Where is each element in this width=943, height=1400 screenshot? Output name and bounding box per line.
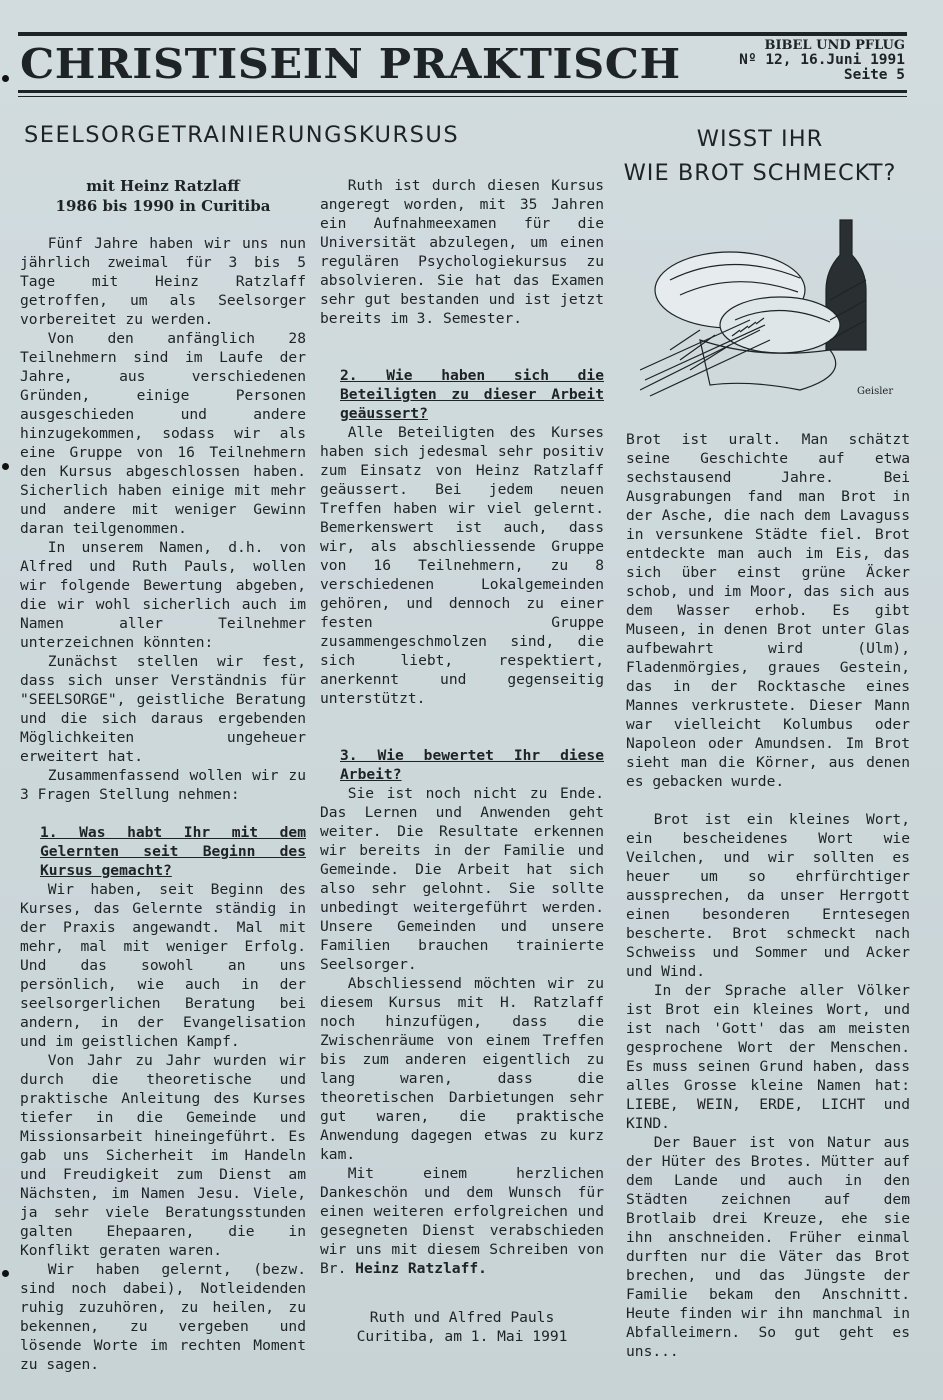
issue-date: Nº 12, 16.Juni 1991 [739, 52, 905, 68]
closing-name: Heinz Ratzlaff. [355, 1260, 487, 1277]
article-column-1 [20, 176, 306, 1374]
publication-info [739, 38, 905, 83]
paragraph: In der Sprache aller Völker ist Brot ein kleines Wort, und ist nach 'Gott' das am meisten gesprochene Wort der Menschen. Es muss seinen Grund haben, dass alles Grosse kleine Namen hat: LIEBE, WEIN, ERDE, LICHT und KIND. [626, 982, 910, 1132]
sidebar-heading [610, 122, 910, 190]
question-heading-1: 1. Was habt Ihr mit dem Gelernten seit Beginn des Kursus gemacht? [40, 824, 306, 879]
paragraph: Der Bauer ist von Natur aus der Hüter des Brotes. Mütter auf dem Lande und auch in den Städten zeichnen auf dem Brotlaib drei Kreuze, ehe sie ihn anschneiden. Früher einmal durften nur die Väter das Brot brechen, und das Jüngste der Familie bekam den Anschnitt. Heute finden wir ihn manchmal in Abfalleimern. So gut geht es uns... [626, 1134, 910, 1360]
binder-hole [2, 1270, 9, 1277]
paragraph: Ruth ist durch diesen Kursus angeregt worden, mit 35 Jahren ein Aufnahmeexamen für die Universität abzulegen, um einen regulären Psychologiekursus zu absolvieren. Sie hat das Examen sehr gut bestanden und ist jetzt bereits im 3. Semester. [320, 177, 604, 327]
illustration-credit: Geisler [857, 386, 894, 397]
page-number: Seite 5 [843, 67, 905, 83]
masthead-bottom-rule [18, 90, 907, 93]
paragraph: Wir haben gelernt, (bezw. sind noch dabei), Notleidenden ruhig zuzuhören, zu heilen, zu bekennen, zu vergeben und lösende Worte im rechten Moment zu sagen. [20, 1261, 306, 1373]
sidebar-heading-line2: WIE BROT SCHMECKT? [623, 160, 897, 186]
subtitle-line-1: mit Heinz Ratzlaff [86, 177, 240, 195]
closing-text: Mit einem herzlichen Dankeschön und dem Wunsch für einen weiteren erfolgreichen und gesegneten Dienst verabschieden wir uns mit diesem Schreiben von Br. [320, 1165, 604, 1277]
sidebar-column [626, 430, 910, 1361]
paragraph [320, 1164, 604, 1278]
sidebar-heading-line1: WISST IHR [696, 126, 824, 152]
paragraph: Sie ist noch nicht zu Ende. Das Lernen und Anwenden geht weiter. Die Resultate erkennen wir bereits in der Familie und Gemeinde. Die Arbeit hat sich also sehr gelohnt. Sie sollte unbedingt weitergeführt werden. Unsere Gemeinden und unsere Familien brauchen trainierte Seelsorger. [320, 785, 604, 973]
paragraph: Von Jahr zu Jahr wurden wir durch die theoretische und praktische Anleitung des Kurses tiefer in die Gemeinde und Missionsarbeit hineingeführt. Es gab uns Sicherheit im Handeln und Freudigkeit zum Dienst am Nächsten, im Namen Jesu. Viele, ja sehr viele Beratungsstunden galten Ehepaaren, die in Konflikt geraten waren. [20, 1052, 306, 1259]
binder-hole [2, 463, 9, 470]
paragraph: Alle Beteiligten des Kurses haben sich jedesmal sehr positiv zum Einsatz von Heinz Ratzlaff geäussert. Bei jedem neuen Treffen haben wir viel gelernt. Bemerkenswert ist auch, dass wir, als abschliessende Gruppe von 16 Teilnehmern, zu 8 verschiedenen Lokalgemeinden gehören, und dennoch zu einer festen Gruppe zusammengeschmolzen sind, die sich liebt, respektiert, anerkennt und gegenseitig unterstützt. [320, 424, 604, 707]
binder-hole [2, 75, 9, 82]
article-subtitle [20, 176, 306, 216]
paragraph: Fünf Jahre haben wir uns nun jährlich zweimal für 3 bis 5 Tage mit Heinz Ratzlaff getroffen, um als Seelsorger vorbereitet zu werden. [20, 235, 306, 328]
article-column-2 [320, 176, 604, 1346]
question-heading-3: 3. Wie bewertet Ihr diese Arbeit? [340, 747, 604, 783]
paragraph: Zusammenfassend wollen wir zu 3 Fragen Stellung nehmen: [20, 767, 306, 803]
paragraph: Von den anfänglich 28 Teilnehmern sind im Laufe der Jahre, aus verschiedenen Gründen, einige Personen ausgeschieden und andere hinzugekommen, sodass wir als eine Gruppe von 16 Teilnehmern den Kursus abgeschlossen haben. Sicherlich haben einige mit mehr und andere mit weniger Gewinn daran teilgenommen. [20, 330, 306, 537]
masthead-title: CHRISTISEIN PRAKTISCH [20, 40, 681, 88]
question-heading-2: 2. Wie haben sich die Beteiligten zu dieser Arbeit geäussert? [340, 367, 604, 422]
bread-illustration [640, 200, 902, 400]
paragraph: Zunächst stellen wir fest, dass sich unser Verständnis für "SEELSORGE", geistliche Beratung und die sich daraus ergebenden Möglichkeiten ungeheuer erweitert hat. [20, 653, 306, 765]
article-heading: SEELSORGETRAINIERUNGSKURSUS [24, 122, 460, 148]
paragraph: Brot ist ein kleines Wort, ein bescheidenes Wort wie Veilchen, und wir sollten es heuer um so ehrfürchtiger aussprechen, da unser Herrgott einen besonderen Erntesegen bescherte. Brot schmeckt nach Schweiss und Sommer und Acker und Wind. [626, 811, 910, 980]
signature-names: Ruth und Alfred Pauls [369, 1309, 555, 1326]
paragraph: In unserem Namen, d.h. von Alfred und Ruth Pauls, wollen wir folgende Bewertung abgeben, die wir wohl sicherlich auch im Namen aller Teilnehmer unterzeichnen könnten: [20, 539, 306, 651]
publication-name: BIBEL UND PFLUG [764, 38, 905, 53]
paragraph: Abschliessend möchten wir zu diesem Kursus mit H. Ratzlaff noch hinzufügen, dass die Zwischenräume von einem Treffen bis zum anderen eigentlich zu lang waren, dass die theoretischen Darbietungen sehr gut waren, die praktische Anwendung dagegen etwas zu kurz kam. [320, 975, 604, 1163]
subtitle-line-2: 1986 bis 1990 in Curitiba [55, 197, 271, 215]
signature-place-date: Curitiba, am 1. Mai 1991 [356, 1328, 568, 1345]
paragraph: Wir haben, seit Beginn des Kurses, das Gelernte ständig in der Praxis angewandt. Mal mit mehr, mal mit weniger Erfolg. Und das sowohl an uns persönlich, wie auch in der seelsorgerlichen Beratung bei andern, in der Evangelisation und im geistlichen Kampf. [20, 881, 306, 1050]
signature-block [320, 1308, 604, 1346]
paragraph: Brot ist uralt. Man schätzt seine Geschichte auf etwa sechstausend Jahre. Bei Ausgrabungen fand man Brot in der Asche, die nach dem Lavaguss in versunkene Städte fiel. Brot entdeckte man auch im Eis, das sich über einst grüne Äcker schob, und im Moor, das sich aus dem Wasser erhob. Es gibt Museen, in denen Brot unter Glas aufbewahrt wird (Ulm), Fladenmörgies, graues Gestein, das in der Rocktasche eines Mannes verkrustete. Dieser Mann war vielleicht Kolumbus oder Napoleon oder Amundsen. Im Brot sieht man die Körner, aus denen es gebacken wurde. [626, 431, 910, 790]
masthead-bottom-rule-thin [18, 96, 907, 97]
masthead-top-rule [18, 32, 907, 36]
